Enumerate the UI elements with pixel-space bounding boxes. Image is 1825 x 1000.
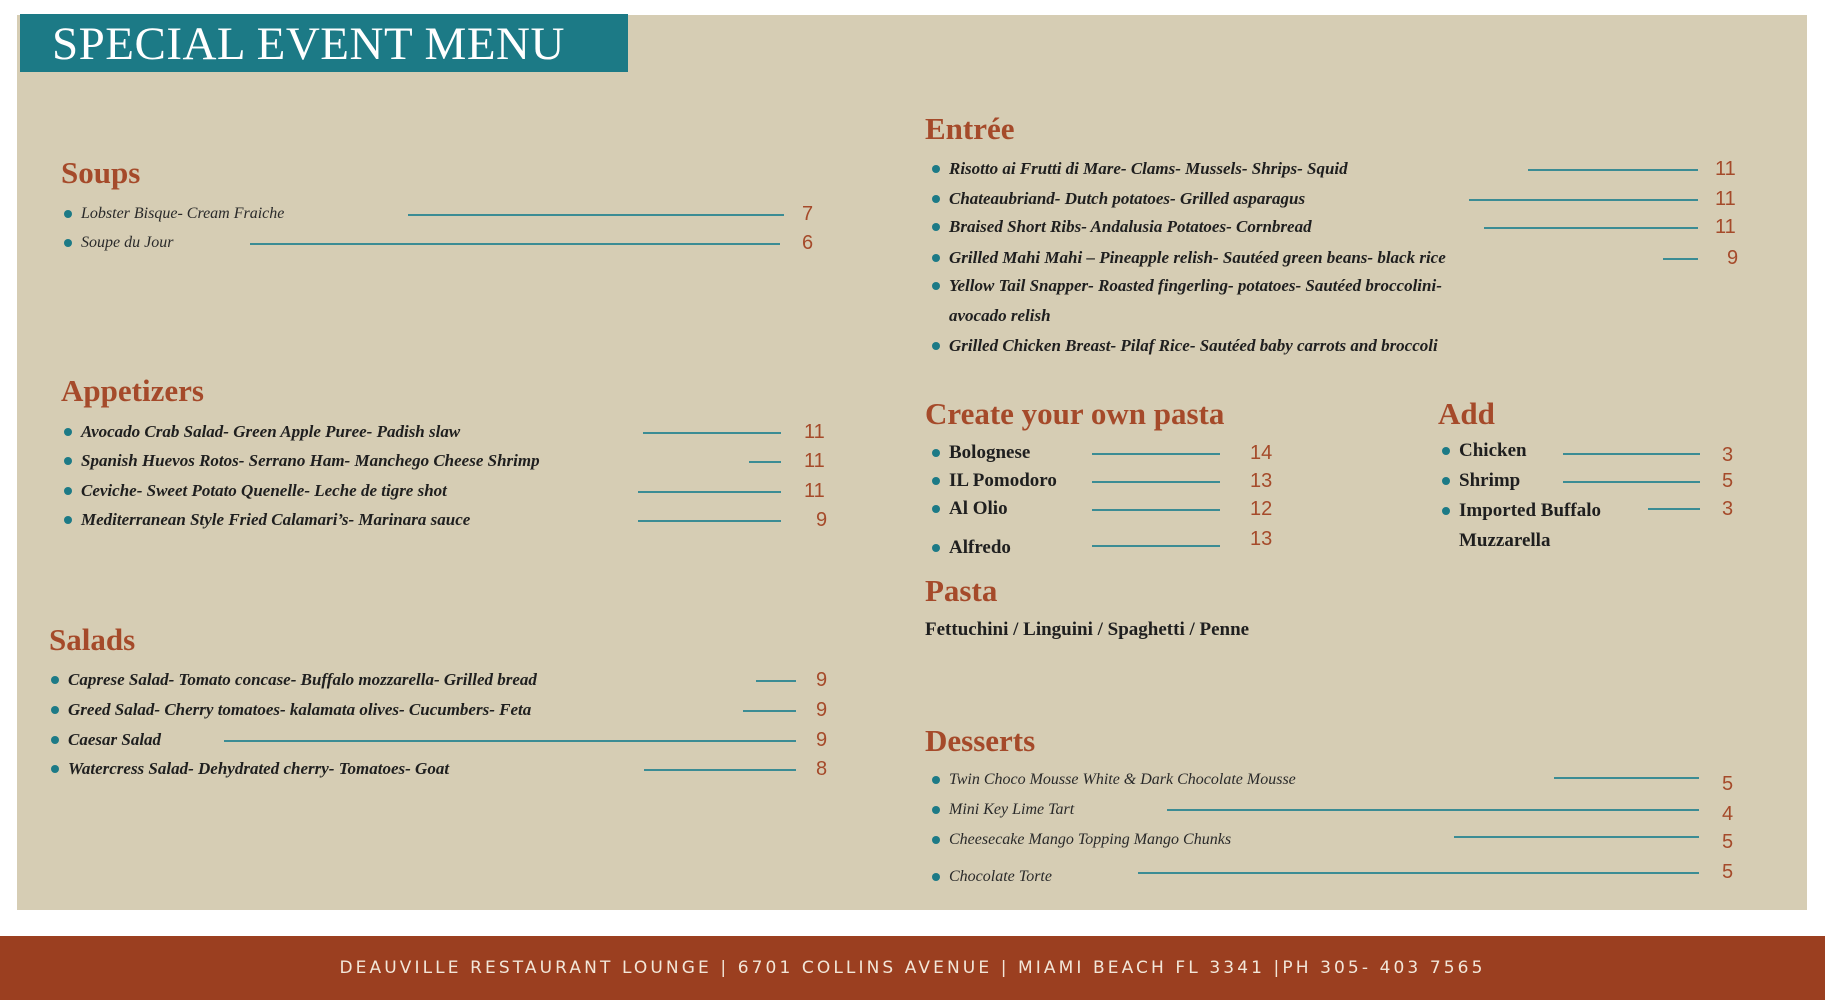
item-price: 5 <box>1722 861 1734 883</box>
bullet-icon <box>51 706 59 714</box>
leader-line <box>1484 227 1698 229</box>
item-name: Mini Key Lime Tart <box>949 801 1075 818</box>
item-name: Al Olio <box>949 498 1008 519</box>
bullet-icon <box>1442 447 1450 455</box>
leader-line <box>1528 169 1698 171</box>
list-item <box>932 333 1752 359</box>
leader-line <box>644 769 796 771</box>
list-item <box>932 468 1292 494</box>
create-pasta-heading: Create your own pasta <box>925 396 1225 431</box>
item-price: 11 <box>1715 216 1736 238</box>
list-item <box>932 273 1752 299</box>
item-price: 9 <box>816 509 828 531</box>
list-item <box>64 419 844 445</box>
item-price: 14 <box>1250 442 1273 464</box>
item-price: 5 <box>1722 831 1734 853</box>
list-item <box>64 201 824 227</box>
item-price: 13 <box>1250 528 1273 550</box>
leader-line <box>743 710 796 712</box>
list-item <box>64 230 824 256</box>
item-name: Chicken <box>1459 440 1527 461</box>
item-name-continued: avocado relish <box>949 306 1051 325</box>
desserts-heading: Desserts <box>925 723 1036 758</box>
bullet-icon <box>932 505 940 513</box>
item-price: 7 <box>802 203 814 225</box>
bullet-icon <box>932 836 940 844</box>
item-price: 13 <box>1250 470 1273 492</box>
leader-line <box>643 432 781 434</box>
item-name: Caesar Salad <box>68 730 162 749</box>
leader-line <box>1563 453 1700 455</box>
list-item <box>932 797 1752 823</box>
item-name: Watercress Salad- Dehydrated cherry- Tomatoes- Goat <box>68 759 450 778</box>
leader-line <box>749 461 781 463</box>
bullet-icon <box>932 223 940 231</box>
bullet-icon <box>64 210 72 218</box>
bullet-icon <box>51 736 59 744</box>
leader-line <box>408 214 784 216</box>
item-name: Caprese Salad- Tomato concase- Buffalo mozzarella- Grilled bread <box>68 670 537 689</box>
item-price: 11 <box>804 450 825 472</box>
item-price: 9 <box>816 729 828 751</box>
item-name: Imported Buffalo <box>1459 500 1601 521</box>
item-price: 5 <box>1722 470 1734 492</box>
leader-line <box>1092 481 1220 483</box>
item-name: Chateaubriand- Dutch potatoes- Grilled asparagus <box>949 189 1306 208</box>
leader-line <box>1167 809 1699 811</box>
appetizers-heading: Appetizers <box>61 373 204 408</box>
list-item <box>932 528 1292 561</box>
leader-line <box>638 520 781 522</box>
item-name: Twin Choco Mousse White & Dark Chocolate Mousse <box>949 771 1296 788</box>
item-price: 4 <box>1722 803 1734 825</box>
bullet-icon <box>932 342 940 350</box>
item-name: Mediterranean Style Fried Calamari’s- Marinara sauce <box>81 510 471 529</box>
leader-line <box>224 740 796 742</box>
item-price: 3 <box>1722 444 1734 466</box>
list-item <box>51 756 841 782</box>
leader-line <box>1469 199 1698 201</box>
list-item <box>64 448 844 474</box>
leader-line <box>756 680 796 682</box>
item-price: 9 <box>816 669 828 691</box>
item-price: 6 <box>802 232 814 254</box>
leader-line <box>1454 836 1699 838</box>
menu-title: SPECIAL EVENT MENU <box>20 14 628 72</box>
list-item <box>932 861 1752 890</box>
bullet-icon <box>932 873 940 881</box>
leader-line <box>1663 258 1698 260</box>
item-name: Risotto ai Frutti di Mare- Clams- Mussels- Shrips- Squid <box>949 159 1348 178</box>
bullet-icon <box>932 776 940 784</box>
item-name: Yellow Tail Snapper- Roasted fingerling- potatoes- Sautéed broccolini- <box>949 276 1442 295</box>
bullet-icon <box>932 806 940 814</box>
list-item <box>932 214 1752 240</box>
leader-line <box>1563 481 1700 483</box>
item-name: Braised Short Ribs- Andalusia Potatoes- Cornbread <box>949 217 1312 236</box>
list-item <box>1442 438 1772 464</box>
item-name-continued: Muzzarella <box>1459 530 1551 551</box>
bullet-icon <box>64 239 72 247</box>
add-heading: Add <box>1438 396 1495 431</box>
item-name: Ceviche- Sweet Potato Quenelle- Leche de tigre shot <box>81 481 447 500</box>
item-name: Soupe du Jour <box>81 234 174 251</box>
leader-line <box>1092 545 1220 547</box>
bullet-icon <box>932 254 940 262</box>
leader-line <box>1648 508 1700 510</box>
pasta-types: Fettuchini / Linguini / Spaghetti / Penne <box>925 619 1250 640</box>
item-price: 8 <box>816 758 828 780</box>
item-name: Shrimp <box>1459 470 1521 491</box>
list-item <box>1442 498 1772 524</box>
list-item <box>932 245 1752 271</box>
list-item <box>932 440 1292 466</box>
list-item <box>932 156 1752 182</box>
footer-address: DEAUVILLE RESTAURANT LOUNGE | 6701 COLLINS AVENUE | MIAMI BEACH FL 3341 |PH 305- 403 7565 <box>0 936 1825 1000</box>
leader-line <box>250 243 780 245</box>
item-name: Lobster Bisque- Cream Fraiche <box>81 205 285 222</box>
item-price: 3 <box>1722 498 1734 520</box>
pasta-heading: Pasta <box>925 573 998 608</box>
bullet-icon <box>932 449 940 457</box>
soups-heading: Soups <box>61 155 141 190</box>
item-price: 12 <box>1250 498 1273 520</box>
item-name: Alfredo <box>949 537 1011 558</box>
list-item <box>64 478 844 504</box>
item-price: 11 <box>1715 158 1736 180</box>
bullet-icon <box>64 457 72 465</box>
list-item <box>51 727 841 753</box>
list-item <box>51 667 841 693</box>
leader-line <box>638 491 781 493</box>
list-item <box>51 697 841 723</box>
salads-heading: Salads <box>49 622 136 657</box>
list-item <box>1442 468 1772 494</box>
item-name: Avocado Crab Salad- Green Apple Puree- Padish slaw <box>81 422 461 441</box>
bullet-icon <box>932 165 940 173</box>
list-item <box>932 496 1292 522</box>
item-name: IL Pomodoro <box>949 470 1057 491</box>
item-price: 11 <box>1715 188 1736 210</box>
list-item <box>932 767 1752 793</box>
leader-line <box>1092 509 1220 511</box>
list-item <box>64 507 844 533</box>
leader-line <box>1554 777 1699 779</box>
bullet-icon <box>1442 477 1450 485</box>
list-item <box>932 186 1752 212</box>
bullet-icon <box>64 428 72 436</box>
item-price: 11 <box>804 480 825 502</box>
item-price: 11 <box>804 421 825 443</box>
entree-heading: Entrée <box>925 111 1015 146</box>
leader-line <box>1092 453 1220 455</box>
item-name: Greed Salad- Cherry tomatoes- kalamata olives- Cucumbers- Feta <box>68 700 532 719</box>
bullet-icon <box>64 487 72 495</box>
leader-line <box>1138 872 1699 874</box>
bullet-icon <box>932 477 940 485</box>
item-name: Grilled Chicken Breast- Pilaf Rice- Sautéed baby carrots and broccoli <box>949 336 1438 355</box>
item-name: Bolognese <box>949 442 1031 463</box>
item-price: 9 <box>816 699 828 721</box>
item-name: Chocolate Torte <box>949 868 1052 885</box>
list-item <box>932 827 1752 853</box>
item-price: 5 <box>1722 773 1734 795</box>
bullet-icon <box>51 676 59 684</box>
item-name: Spanish Huevos Rotos- Serrano Ham- Manchego Cheese Shrimp <box>81 451 540 470</box>
item-price: 9 <box>1727 247 1739 269</box>
item-name: Grilled Mahi Mahi – Pineapple relish- Sautéed green beans- black rice <box>949 248 1446 267</box>
item-name: Cheesecake Mango Topping Mango Chunks <box>949 831 1232 848</box>
bullet-icon <box>932 544 940 552</box>
bullet-icon <box>932 282 940 290</box>
bullet-icon <box>64 516 72 524</box>
bullet-icon <box>1442 507 1450 515</box>
bullet-icon <box>51 765 59 773</box>
bullet-icon <box>932 195 940 203</box>
